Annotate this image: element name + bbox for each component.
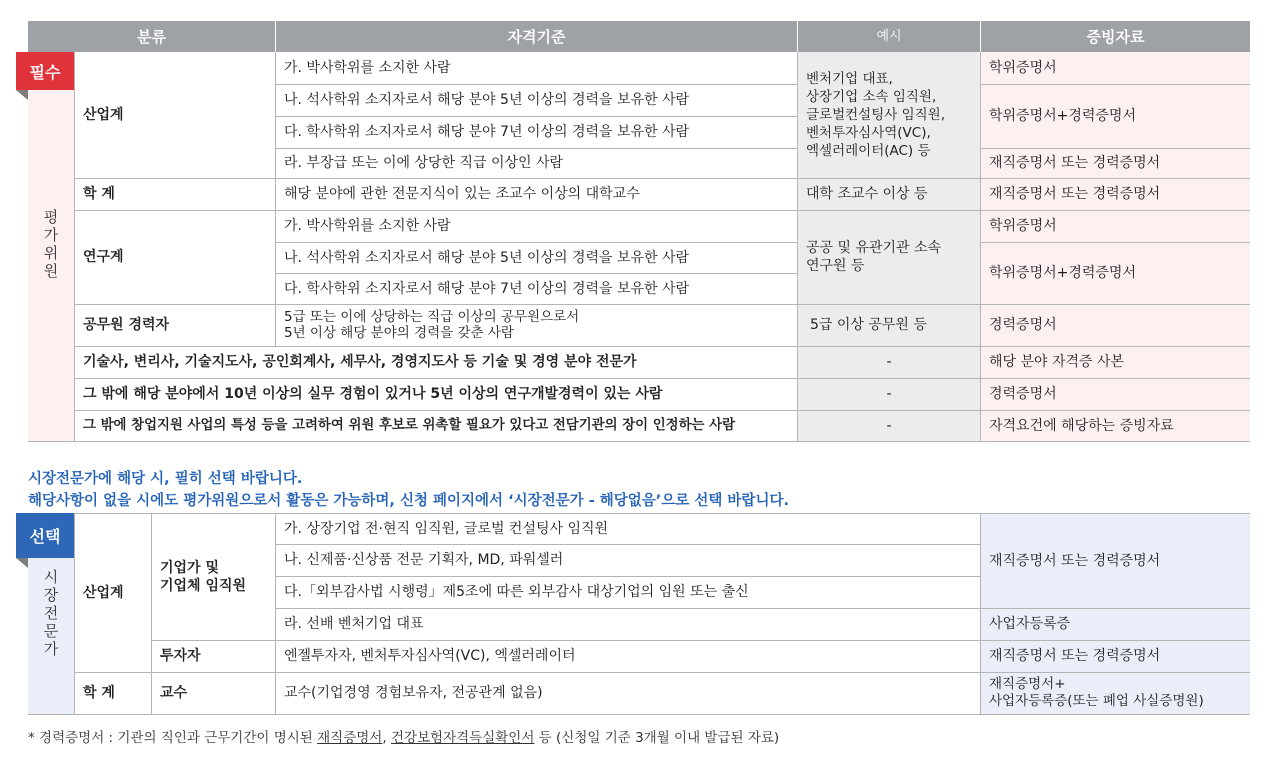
optional-badge-fold: [16, 558, 28, 568]
grid-line: [74, 346, 1250, 347]
grid-line: [275, 576, 981, 577]
req-academia-criteria: 해당 분야에 관한 전문지식이 있는 조교수 이상의 대학교수: [284, 186, 640, 202]
grid-line: [980, 148, 1250, 149]
side-label-char: 문: [43, 622, 59, 640]
opt-academia-evidence: 재직증명서+ 사업자등록증(또는 폐업 사실증명원): [989, 676, 1204, 709]
side-label-char: 장: [43, 586, 59, 604]
footnote-suffix: 등 (신청일 기준 3개월 이내 발급된 자료): [534, 730, 780, 746]
req-other-3-example: -: [886, 417, 892, 434]
header-evidence: 증빙자료: [981, 21, 1250, 52]
req-academia-example: 대학 조교수 이상 등: [806, 186, 928, 202]
grid-line: [74, 210, 1250, 211]
grid-line: [275, 116, 798, 117]
req-civil-criteria: 5급 또는 이에 상당하는 직급 이상의 공무원으로서 5년 이상 해당 분야의 경력을 갖춘 사람: [284, 309, 580, 341]
grid-line: [28, 714, 1250, 715]
grid-line: [980, 84, 1250, 85]
header-criteria: 자격기준: [276, 21, 797, 52]
req-other-1-evidence: 해당 분야 자격증 사본: [989, 354, 1125, 370]
opt-industry-evidence-main: 재직증명서 또는 경력증명서: [989, 552, 1161, 569]
grid-line: [275, 52, 276, 346]
grid-line: [74, 513, 1250, 514]
grid-line: [275, 84, 798, 85]
header-category: 분류: [28, 21, 275, 52]
footnote-link-2: 건강보험자격득실확인서: [390, 730, 535, 746]
grid-line: [980, 242, 1250, 243]
opt-industry-row-2: 나. 신제품·신상품 전문 기획자, MD, 파워셀러: [284, 552, 564, 568]
req-other-2-example: -: [886, 386, 892, 402]
opt-industry-label: 산업계: [83, 584, 124, 601]
side-label-char: 가: [43, 226, 59, 244]
notice-line-1: 시장전문가에 해당 시, 필히 선택 바랍니다.: [28, 471, 303, 487]
req-industry-row-2: 나. 석사학위 소지자로서 해당 분야 5년 이상의 경력을 보유한 사람: [284, 92, 690, 108]
opt-investor-evidence: 재직증명서 또는 경력증명서: [989, 648, 1161, 664]
opt-industry-sub1: 기업가 및 기업체 임직원: [160, 559, 247, 594]
req-research-evidence-1: 학위증명서: [989, 218, 1057, 234]
grid-line: [275, 608, 1250, 609]
req-other-2-evidence: 경력증명서: [989, 386, 1057, 402]
req-industry-evidence-2: 학위증명서+경력증명서: [989, 108, 1136, 124]
req-industry-example: 벤처기업 대표, 상장기업 소속 임직원, 글로벌컨설팅사 임직원, 벤처투자심사역(VC), 엑셀러레이터(AC) 등: [806, 71, 945, 159]
grid-line: [74, 672, 1250, 673]
side-label-char: 평: [43, 208, 59, 226]
req-research-row-1: 가. 박사학위를 소지한 사람: [284, 218, 451, 234]
side-label-char: 전: [43, 604, 59, 622]
opt-academia-sub: 교수: [160, 685, 188, 701]
side-label-char: 위: [43, 244, 59, 262]
grid-line: [275, 148, 798, 149]
opt-industry-row-3: 다.「외부감사법 시행령」제5조에 따른 외부감사 대상기업의 임원 또는 출신: [284, 584, 749, 600]
required-side-label: [28, 208, 74, 280]
grid-line: [74, 410, 1250, 411]
footnote-sep: ,: [382, 730, 391, 746]
req-other-1-example: -: [886, 354, 892, 370]
req-other-3: 그 밖에 창업지원 사업의 특성 등을 고려하여 위원 후보로 위촉할 필요가 있다고 전담기관의 장이 인정하는 사람: [83, 417, 736, 433]
req-research-row-3: 다. 학사학위 소지자로서 해당 분야 7년 이상의 경력을 보유한 사람: [284, 280, 690, 297]
req-industry-row-1: 가. 박사학위를 소지한 사람: [284, 60, 451, 76]
opt-academia-criteria: 교수(기업경영 경험보유자, 전공관계 없음): [284, 685, 543, 701]
req-industry-row-4: 라. 부장급 또는 이에 상당한 직급 이상인 사람: [284, 155, 564, 171]
grid-line: [980, 52, 981, 441]
footnote: [28, 726, 779, 746]
req-industry-row-3: 다. 학사학위 소지자로서 해당 분야 7년 이상의 경력을 보유한 사람: [284, 124, 690, 140]
optional-side-label: [28, 568, 74, 658]
grid-line: [74, 378, 1250, 379]
opt-industry-row-1: 가. 상장기업 전·현직 임직원, 글로벌 컨설팅사 임직원: [284, 520, 609, 537]
req-academia-label: 학 계: [83, 186, 115, 202]
side-label-char: 원: [43, 262, 59, 280]
opt-investor-label: 투자자: [160, 648, 201, 664]
grid-line: [74, 513, 75, 714]
footnote-prefix: * 경력증명서 : 기관의 직인과 근무기간이 명시된: [28, 730, 318, 746]
grid-line: [74, 52, 75, 441]
req-research-row-2: 나. 석사학위 소지자로서 해당 분야 5년 이상의 경력을 보유한 사람: [284, 249, 690, 266]
req-industry-evidence-1: 학위증명서: [989, 60, 1057, 76]
req-civil-label: 공무원 경력자: [83, 317, 170, 333]
grid-line: [151, 640, 1250, 641]
grid-line: [74, 178, 1250, 179]
header-example: 예시: [798, 21, 980, 52]
req-academia-evidence: 재직증명서 또는 경력증명서: [989, 186, 1161, 202]
req-other-2: 그 밖에 해당 분야에서 10년 이상의 실무 경험이 있거나 5년 이상의 연구개발경력이 있는 사람: [83, 386, 663, 402]
opt-industry-evidence-last: 사업자등록증: [989, 616, 1071, 632]
grid-line: [151, 513, 152, 714]
grid-line: [797, 52, 798, 441]
side-label-char: 시: [43, 568, 59, 586]
required-badge-fold: [16, 90, 28, 100]
req-civil-example: 5급 이상 공무원 등: [810, 317, 927, 333]
footnote-link-1: 재직증명서: [317, 730, 383, 746]
req-industry-label: 산업계: [83, 107, 124, 123]
grid-line: [74, 304, 1250, 305]
side-label-char: 가: [43, 640, 59, 658]
req-research-evidence-2: 학위증명서+경력증명서: [989, 265, 1136, 281]
grid-line: [275, 544, 981, 545]
grid-line: [28, 441, 1250, 442]
req-civil-evidence: 경력증명서: [989, 317, 1057, 333]
opt-industry-row-4: 라. 선배 벤처기업 대표: [284, 616, 424, 632]
required-badge: 필수: [16, 52, 74, 90]
req-industry-evidence-3: 재직증명서 또는 경력증명서: [989, 155, 1161, 171]
req-research-label: 연구계: [83, 249, 124, 265]
grid-line: [275, 273, 798, 274]
req-other-1: 기술사, 변리사, 기술지도사, 공인회계사, 세무사, 경영지도사 등 기술 및 경영 분야 전문가: [83, 354, 637, 370]
optional-badge: 선택: [16, 513, 74, 558]
opt-academia-label: 학 계: [83, 685, 115, 701]
notice-line-2: 해당사항이 없을 시에도 평가위원으로서 활동은 가능하며, 신청 페이지에서 ‘시장전문가 - 해당없음’으로 선택 바랍니다.: [28, 493, 789, 509]
grid-line: [275, 242, 798, 243]
opt-investor-criteria: 엔젤투자자, 벤처투자심사역(VC), 엑셀러레이터: [284, 648, 576, 664]
req-research-example: 공공 및 유관기관 소속 연구원 등: [806, 240, 942, 274]
req-other-3-evidence: 자격요건에 해당하는 증빙자료: [989, 417, 1174, 434]
